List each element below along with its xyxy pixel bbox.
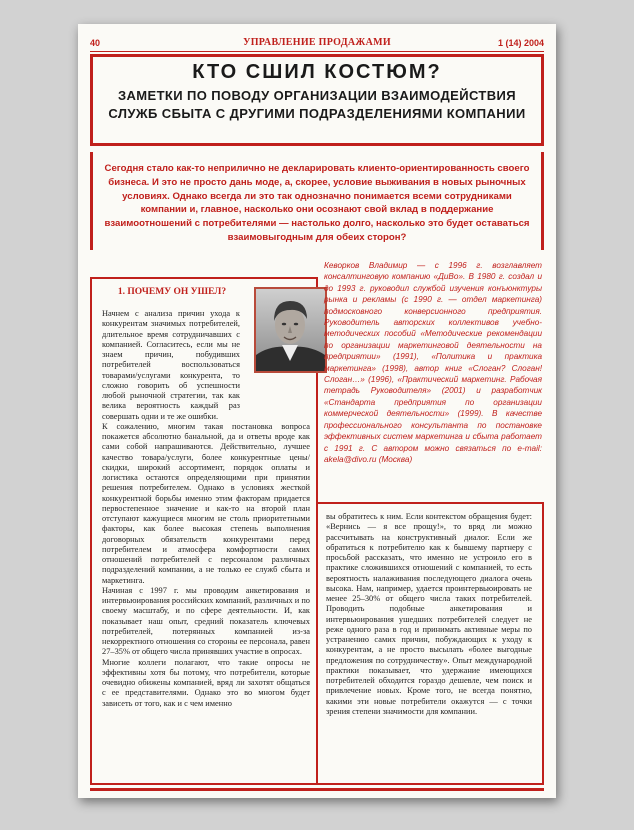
paragraph: К сожалению, многим такая постановка вопроса покажется абсолютно банальной, да и ответы вроде как сами собой напрашиваются. Действительно, лучшее качество товара/услуги, более конкурентные цены/скидки, широкий ассортимент, порядок оплаты и логистика остаются определяющими при принятии решения потребителем. Однако в условиях жесткой конкурентной борьбы именно этим факторам придается первостепенное значение и как-то на второй план отступают кажущиеся многим не столь приоритетными факторы, как более высокая степень выполнения договорных обязательств конкурентами перед потребителем и атмосфера комфортности самих отношений потребителей с персоналом различных подразделений компании, а не только ее служб сбыта и маркетинга. [102,421,310,585]
magazine-page [78,24,556,798]
author-portrait-photo [254,287,327,373]
section-name: УПРАВЛЕНИЕ ПРОДАЖАМИ [243,37,391,48]
portrait-icon [256,289,325,371]
right-column [318,502,544,785]
issue-number: 1 (14) 2004 [497,38,544,48]
section-heading: 1. ПОЧЕМУ ОН УШЕЛ? [117,287,227,297]
title-box [90,54,544,146]
running-header [90,37,544,52]
article-subtitle: ЗАМЕТКИ ПО ПОВОДУ ОРГАНИЗАЦИИ ВЗАИМОДЕЙСТВИЯ СЛУЖБ СБЫТА С ДРУГИМИ ПОДРАЗДЕЛЕНИЯМИ КОМПАНИИ [108,88,526,121]
paragraph: Начиная с 1997 г. мы проводим анкетирования и интервьюирования российских компаний, различных и по своему масштабу, и по сфере деятельности. И, как показывает наш опыт, средний показатель ключевых потребителей, потерянных компанией из-за некорректного отношения со стороны ее персонала, равен 27–35% от общего числа принявших участие в опросах. [102,585,310,657]
bottom-rule [90,788,544,791]
paragraph: вы обратитесь к ним. Если контекстом обращения будет: «Вернись — я все прощу!», то вряд ли можно рассчитывать на конструктивный диалог. Если же обратиться к потребителю как к бывшему партнеру с просьбой рассказать, что именно не устроило его в практике сложившихся отношений с компанией, то есть вероятность налаживания последующего диалога очень высока. Нам, например, удается проинтервьюировать не менее 25–30% от общего числа таких потребителей. Проводить подобные анкетирования и интервьюирования ушедших потребителей следует не реже одного раза в год и принимать активные меры по устранению самих причин, побуждающих к уходу к конкурентам, а не просто высылать «более выгодные предложения по сотрудничеству». Опыт международной практики показывает, что удержание имеющихся потребителей обходится гораздо дешевле, чем поиск и привлечение новых. Кроме того, не всегда понятно, какими эти новые потребители окажутся — с точки зрения степени значимости для компании. [326,512,532,716]
article-title: КТО СШИЛ КОСТЮМ? [192,61,442,83]
paragraph: Начнем с анализа причин ухода к конкурентам значимых потребителей, длительное время сотрудничавших с компанией. Согласитесь, если мы не знаем причин, побудивших потребителей воспользоваться товарами/услугами конкурента, то сложно говорить об успешности любой рыночной стратегии, так как велика вероятность каждый раз совершать одни и те же ошибки. [102,309,240,421]
page-number: 40 [90,38,101,48]
article-lead: Сегодня стало как-то неприлично не декларировать клиенто-ориентированность своего бизнеса. И это не просто дань моде, а, скорее, условие выживания в новых рыночных условиях. Однако всегда ли это так однозначно понимается всеми сотрудниками компании и, главное, насколько они осознают свой вклад в поддержание взаимоотношений с потребителями — настолько долго, насколько это будет оставаться взаимовыгодным для обеих сторон? [104,163,530,243]
paragraph: Многие коллеги полагают, что такие опросы не эффективны хотя бы потому, что потребители, которые очевидно обижены компанией, вряд ли захотят общаться с ее представителями. Однако это во многом будет зависеть от того, как и с чем именно [102,657,310,708]
author-bio: Кеворков Владимир — с 1996 г. возглавляет консалтинговую компанию «ДиВо». В 1980 г. создал и до 1993 г. руководил службой изучения конъюнктуры рынка и рекламы (с 1990 г. — отдел маркетинга) подмосковного конверсионного предприятия. Руководитель авторских коллективов учебно-методических пособий «Методические рекомендации по организации маркетинговой деятельности на предприятии» (1991), «Политика и практика маркетинга» (1998), автор книг «Слоган? Слоган! Слоган…» (1996), «Практический маркетинг. Рабочая тетрадь Руководителя» (2001) и разработчик «Стандарта предприятия по организации коммерческой деятельности» (1999). В качестве профессионального консультанта по постановке эффективных систем маркетинга и сбыта работает с 1991 г. С автором можно связаться по e-mail: akela@divo.ru (Москва) [324,261,542,464]
right-column-text [326,512,532,717]
